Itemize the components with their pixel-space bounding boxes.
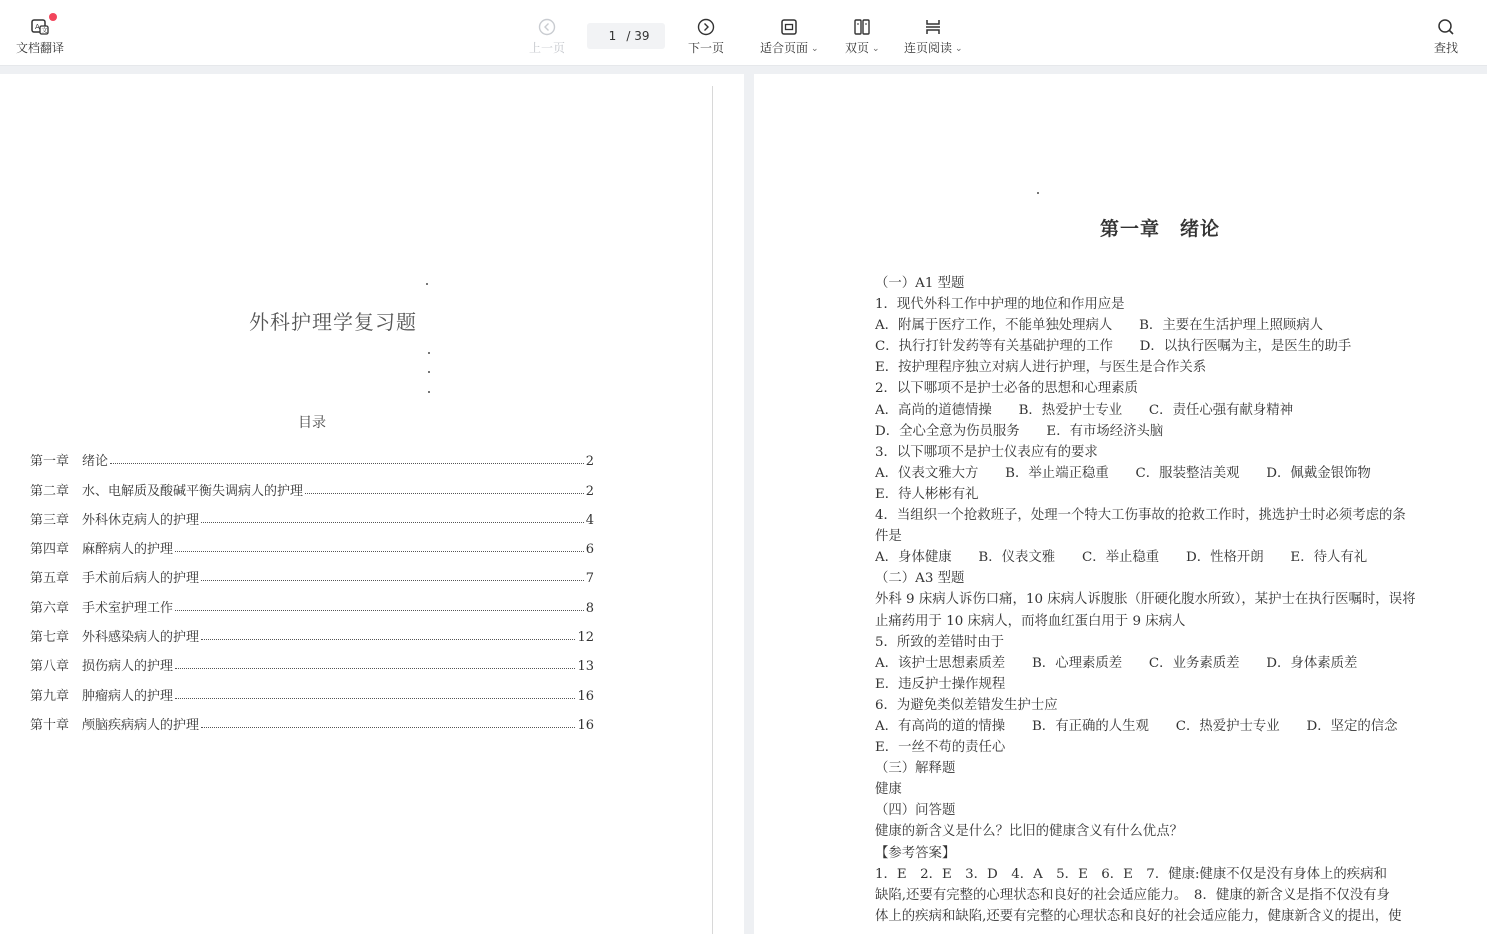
toc-page-number: 2 <box>585 483 594 499</box>
toc-row[interactable] <box>30 586 594 615</box>
toc-chapter: 第九章 <box>30 688 70 704</box>
text-line: E．按护理程序独立对病人进行护理，与医生是合作关系 <box>875 360 1207 376</box>
text-line: 体上的疾病和缺陷,还要有完整的心理状态和良好的社会适应能力，健康新含义的提出，使 <box>875 908 1402 924</box>
search-button[interactable] <box>1434 16 1458 56</box>
toc-chapter: 第二章 <box>30 483 70 499</box>
doc-translate-label: 文档翻译 <box>16 41 65 55</box>
table-of-contents <box>30 440 594 733</box>
toc-row[interactable] <box>30 528 594 557</box>
fit-page-icon <box>778 16 800 38</box>
page-number-input[interactable] <box>602 29 622 43</box>
toc-row[interactable] <box>30 469 594 498</box>
toc-row[interactable] <box>30 499 594 528</box>
text-line: A．附属于医疗工作，不能单独处理病人 B．主要在生活护理上照顾病人 <box>875 318 1324 334</box>
next-page-label: 下一页 <box>688 41 725 55</box>
toc-row[interactable] <box>30 704 594 733</box>
text-line: 健康 <box>875 782 902 798</box>
toc-chapter: 第三章 <box>30 512 70 528</box>
text-line: 健康的新含义是什么？比旧的健康含义有什么优点？ <box>875 824 1183 840</box>
text-line: 4．当组织一个抢救班子，处理一个特大工伤事故的抢救工作时，挑选护士时必须考虑的条 <box>875 508 1406 524</box>
text-line: 6．为避免类似差错发生护士应 <box>875 697 1058 713</box>
scan-speck <box>428 352 430 354</box>
chapter-title: 第一章 绪论 <box>1100 218 1221 240</box>
toc-chapter-name: 手术前后病人的护理 <box>82 571 200 587</box>
toc-page-number: 13 <box>577 659 594 675</box>
toolbar <box>0 0 1487 66</box>
toc-row[interactable] <box>30 645 594 674</box>
toc-chapter-name: 外科休克病人的护理 <box>82 512 200 528</box>
toc-chapter-name: 水、电解质及酸碱平衡失调病人的护理 <box>82 483 304 499</box>
toc-page-number: 16 <box>577 717 594 733</box>
text-line: A．有高尚的道的情操 B．有正确的人生观 C．热爱护士专业 D．坚定的信念 <box>875 718 1398 734</box>
text-line: 1．E 2．E 3．D 4．A 5．E 6．E 7．健康:健康不仅是没有身体上的疾病和 <box>875 866 1387 882</box>
toc-leader <box>305 492 584 494</box>
svg-text:文: 文 <box>41 27 48 35</box>
toc-chapter-name: 外科感染病人的护理 <box>82 630 200 646</box>
text-line: 2．以下哪项不是护士必备的思想和心理素质 <box>875 381 1138 397</box>
page-total: / 39 <box>626 29 650 43</box>
toc-leader <box>175 667 575 669</box>
toc-row[interactable] <box>30 440 594 469</box>
chevron-right-circle-icon <box>695 16 717 38</box>
text-line: 件是 <box>875 529 902 545</box>
toc-leader <box>201 638 575 640</box>
chevron-down-icon: ⌄ <box>955 43 963 54</box>
toc-chapter-name: 颅脑疾病病人的护理 <box>82 717 200 733</box>
toc-leader <box>175 697 575 699</box>
text-line: A．高尚的道德情操 B．热爱护士专业 C．责任心强有献身精神 <box>875 402 1294 418</box>
text-line: C．执行打针发药等有关基础护理的工作 D．以执行医嘱为主，是医生的助手 <box>875 339 1352 355</box>
notification-dot <box>49 13 57 21</box>
toc-chapter-name: 麻醉病人的护理 <box>82 542 174 558</box>
toc-chapter-name: 肿瘤病人的护理 <box>82 688 174 704</box>
toc-heading: 目录 <box>298 415 326 431</box>
toc-chapter: 第十章 <box>30 717 70 733</box>
toc-row[interactable] <box>30 557 594 586</box>
toc-chapter: 第七章 <box>30 630 70 646</box>
doc-translate-button[interactable] <box>16 16 64 56</box>
toc-leader <box>175 609 584 611</box>
page-edge-line <box>712 86 713 934</box>
chevron-down-icon: ⌄ <box>811 43 819 54</box>
text-line: E．违反护士操作规程 <box>875 676 1006 692</box>
fit-page-label: 适合页面 <box>760 41 809 55</box>
text-line: 止痛药用于 10 床病人，而将血红蛋白用于 9 床病人 <box>875 613 1186 629</box>
text-line: E．一丝不苟的责任心 <box>875 740 1006 756</box>
continuous-reading-label: 连页阅读 <box>904 41 953 55</box>
text-line: A．身体健康 B．仪表文雅 C．举止稳重 D．性格开朗 E．待人有礼 <box>875 550 1368 566</box>
text-line: 1．现代外科工作中护理的地位和作用应是 <box>875 297 1125 313</box>
toc-row[interactable] <box>30 674 594 703</box>
translate-icon <box>29 16 51 38</box>
text-line: 5．所致的差错时由于 <box>875 634 1005 650</box>
text-line: A．该护士思想素质差 B．心理素质差 C．业务素质差 D．身体素质差 <box>875 655 1358 671</box>
chevron-left-circle-icon <box>536 16 558 38</box>
text-line: D．全心全意为伤员服务 E．有市场经济头脑 <box>875 423 1164 439</box>
next-page-button[interactable] <box>688 16 724 56</box>
text-line: 缺陷,还要有完整的心理状态和良好的社会适应能力。 8．健康的新含义是指不仅没有身 <box>875 887 1390 903</box>
page-indicator <box>587 23 665 49</box>
text-line: 3．以下哪项不是护士仪表应有的要求 <box>875 444 1098 460</box>
scan-speck <box>426 283 428 285</box>
document-page-left <box>0 74 744 934</box>
toc-chapter: 第六章 <box>30 600 70 616</box>
continuous-reading-dropdown[interactable] <box>904 16 963 56</box>
toc-page-number: 7 <box>585 571 594 587</box>
double-page-dropdown[interactable] <box>845 16 880 56</box>
double-page-label: 双页 <box>845 41 870 55</box>
fit-page-dropdown[interactable] <box>760 16 819 56</box>
toc-chapter-name: 损伤病人的护理 <box>82 659 174 675</box>
text-line: 外科 9 床病人诉伤口痛，10 床病人诉腹胀（肝硬化腹水所致），某护士在执行医嘱时，误将 <box>875 592 1416 608</box>
text-line: （四）问答题 <box>875 803 956 819</box>
toc-page-number: 6 <box>585 542 594 558</box>
toc-chapter: 第八章 <box>30 659 70 675</box>
toc-leader <box>110 462 584 464</box>
double-page-icon <box>851 16 873 38</box>
toc-page-number: 16 <box>577 688 594 704</box>
text-line: E．待人彬彬有礼 <box>875 486 979 502</box>
toc-chapter: 第五章 <box>30 571 70 587</box>
toc-chapter-name: 手术室护理工作 <box>82 600 174 616</box>
toc-chapter-name: 绪论 <box>82 454 109 470</box>
text-line: （三）解释题 <box>875 761 956 777</box>
toc-page-number: 2 <box>585 454 594 470</box>
prev-page-button[interactable] <box>529 16 565 56</box>
toc-leader <box>201 726 575 728</box>
text-line: （一）A1 型题 <box>875 276 965 291</box>
toc-leader <box>201 521 584 523</box>
toc-chapter: 第四章 <box>30 542 70 558</box>
chapter-body <box>875 273 1441 927</box>
scan-speck <box>428 391 430 393</box>
toc-row[interactable] <box>30 616 594 645</box>
document-page-right <box>754 74 1487 934</box>
search-label: 查找 <box>1434 41 1459 55</box>
toc-page-number: 4 <box>585 512 594 528</box>
prev-page-label: 上一页 <box>529 41 566 55</box>
svg-text:A: A <box>35 23 40 31</box>
toc-leader <box>201 579 584 581</box>
text-line: A．仪表文雅大方 B．举止端正稳重 C．服装整洁美观 D．佩戴金银饰物 <box>875 465 1371 481</box>
document-title: 外科护理学复习题 <box>249 310 417 334</box>
scan-speck <box>1037 192 1039 194</box>
text-line: （二）A3 型题 <box>875 571 965 587</box>
scan-speck <box>428 371 430 373</box>
toc-page-number: 8 <box>585 600 594 616</box>
toc-page-number: 12 <box>577 630 594 646</box>
text-line: 【参考答案】 <box>875 845 956 861</box>
toc-leader <box>175 550 584 552</box>
continuous-reading-icon <box>922 16 944 38</box>
toc-chapter: 第一章 <box>30 454 70 470</box>
search-icon <box>1435 16 1457 38</box>
chevron-down-icon: ⌄ <box>872 43 880 54</box>
